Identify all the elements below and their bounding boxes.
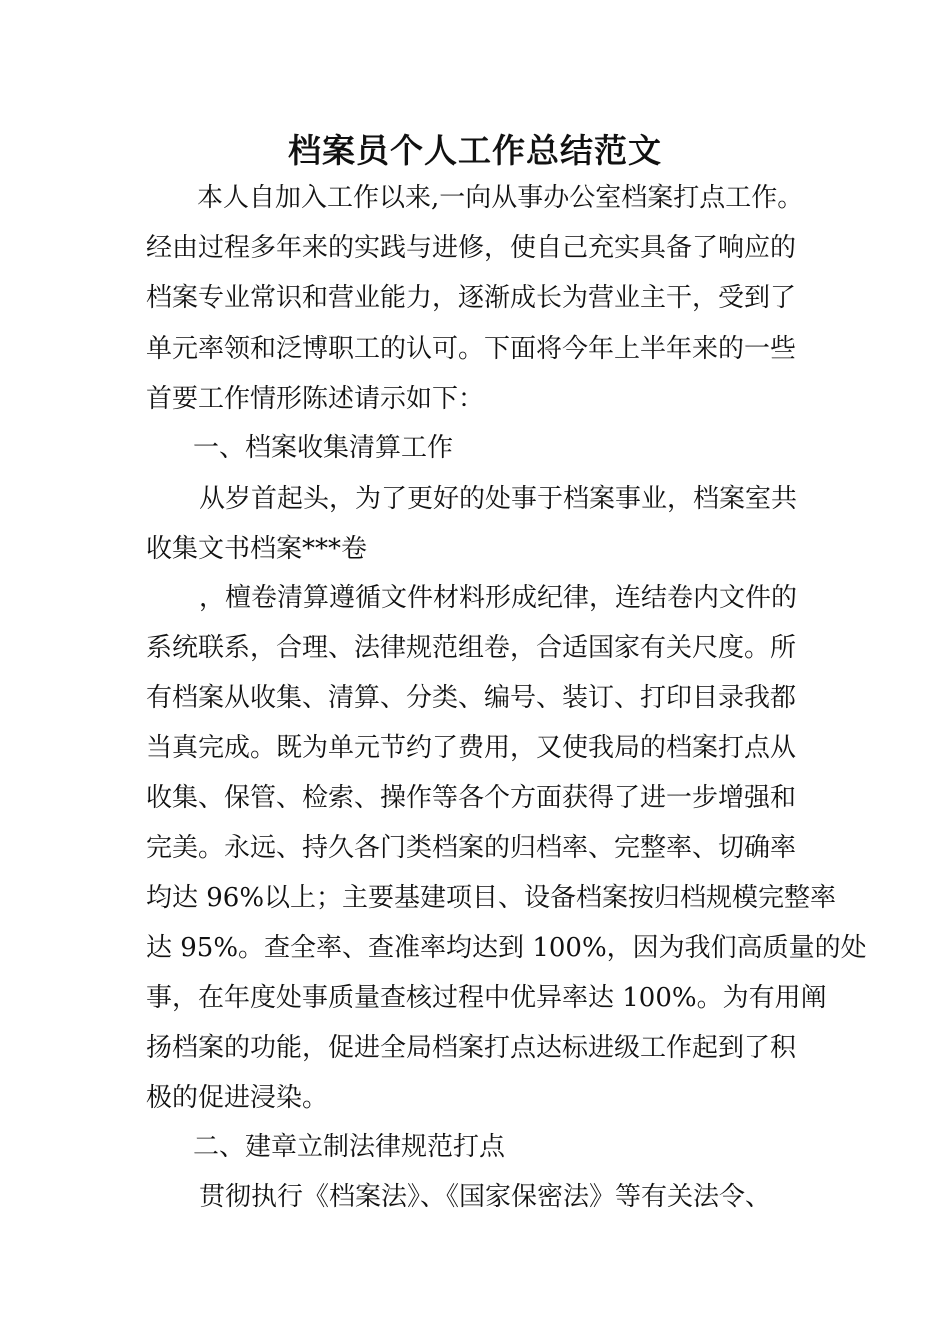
paragraph-line: 档案专业常识和营业能力，逐渐成长为营业主干，受到了 (146, 283, 797, 313)
paragraph-line: 扬档案的功能，促进全局档案打点达标进级工作起到了积 (146, 1033, 797, 1063)
paragraph-line: 首要工作情形陈述请示如下： (146, 384, 485, 414)
paragraph-line: 系统联系，合理、法律规范组卷，合适国家有关尺度。所 (146, 633, 797, 663)
paragraph-line: 单元率领和泛博职工的认可。下面将今年上半年来的一些 (146, 334, 797, 364)
section-heading: 一、档案收集清算工作 (193, 433, 454, 463)
document-title: 档案员个人工作总结范文 (288, 131, 662, 170)
paragraph-line: 从岁首起头，为了更好的处事于档案事业，档案室共 (199, 484, 798, 514)
paragraph-line: 贯彻执行《档案法》、《国家保密法》等有关法令、 (199, 1182, 772, 1212)
paragraph-line: 收集文书档案***卷 (146, 534, 368, 564)
paragraph-line: 本人自加入工作以来,一向从事办公室档案打点工作。 (197, 183, 804, 213)
paragraph-line: 收集、保管、检索、操作等各个方面获得了进一步增强和 (146, 783, 797, 813)
paragraph-line: 达 95%。查全率、查准率均达到 100%，因为我们高质量的处 (146, 933, 867, 963)
paragraph-line: ，檀卷清算遵循文件材料形成纪律，连结卷内文件的 (199, 583, 798, 613)
paragraph-line: 经由过程多年来的实践与进修，使自己充实具备了响应的 (146, 233, 797, 263)
paragraph-line: 事，在年度处事质量查核过程中优异率达 100%。为有用阐 (146, 983, 827, 1013)
paragraph-line: 极的促进浸染。 (146, 1083, 329, 1113)
paragraph-line: 当真完成。既为单元节约了费用，又使我局的档案打点从 (146, 733, 797, 763)
paragraph-line: 完美。永远、持久各门类档案的归档率、完整率、切确率 (146, 833, 797, 863)
paragraph-line: 有档案从收集、清算、分类、编号、装订、打印目录我都 (146, 683, 797, 713)
section-heading: 二、建章立制法律规范打点 (193, 1132, 506, 1162)
paragraph-line: 均达 96%以上；主要基建项目、设备档案按归档规模完整率 (146, 883, 837, 913)
